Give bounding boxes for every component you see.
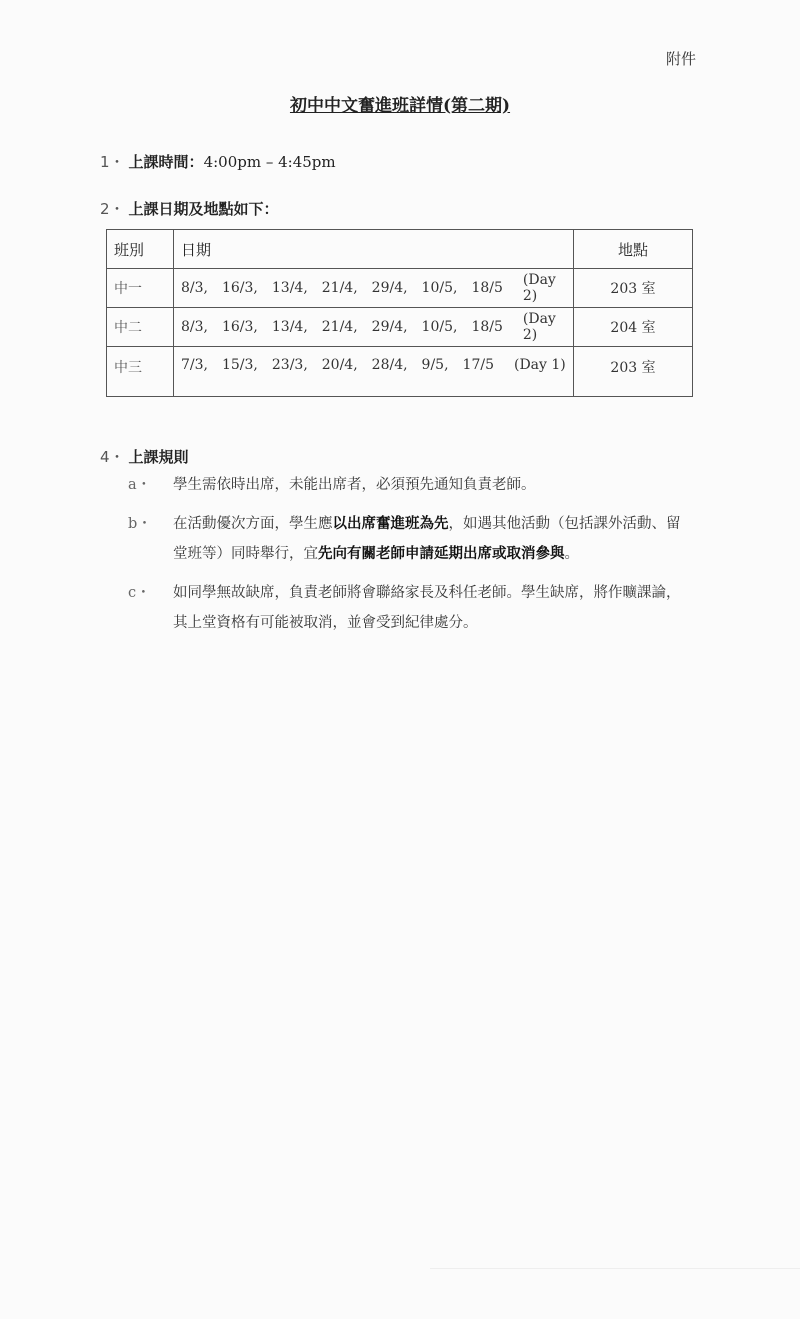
- rule-marker: a・: [128, 477, 152, 493]
- rule-text: 學生需依時出席，未能出席者，必須預先通知負責老師。: [173, 477, 536, 493]
- rules-heading: [100, 446, 189, 467]
- table-row: [107, 269, 693, 308]
- date: 10/5,: [421, 319, 458, 335]
- date: 7/3,: [181, 357, 208, 373]
- row-dates: [174, 269, 574, 308]
- date: 18/5: [471, 319, 503, 335]
- row-class: [107, 347, 174, 397]
- table-header-row: [107, 230, 693, 269]
- rule-text-part: 在活動優次方面，學生應: [173, 516, 333, 532]
- row-location: 204 室: [574, 308, 693, 347]
- rule-text-part: ，如遇其他活動（包括課外活動、留堂班等）同時舉行，宜: [173, 516, 681, 562]
- table-row: [107, 308, 693, 347]
- row-dates: [174, 308, 574, 347]
- section-number: 2・: [100, 200, 125, 218]
- date: 21/4,: [321, 280, 358, 296]
- row-class: 中一: [107, 269, 174, 308]
- date: 17/5: [462, 357, 494, 373]
- date: 13/4,: [271, 319, 308, 335]
- rule-text: [173, 509, 693, 569]
- annex-label: 附件: [666, 50, 697, 68]
- document-title: 初中中文奮進班詳情(第二期): [289, 96, 511, 116]
- date: 29/4,: [371, 280, 408, 296]
- row-location: [574, 347, 693, 397]
- rule-text: 如同學無故缺席，負責老師將會聯絡家長及科任老師。學生缺席，將作曠課論，其上堂資格有可能被取消，並會受到紀律處分。: [173, 585, 681, 631]
- date: 9/5,: [421, 357, 449, 373]
- cycle-day: (Day 1): [513, 357, 566, 373]
- cycle-day: (Day 2): [522, 311, 556, 343]
- header-dates: 日期: [174, 230, 574, 269]
- rule-a: [128, 470, 693, 500]
- date: 8/3,: [181, 319, 208, 335]
- rule-text-part: 。: [564, 546, 579, 562]
- class-time-value: 4:00pm – 4:45pm: [203, 153, 336, 171]
- schedule-heading: [100, 198, 279, 219]
- cycle-day: (Day 2): [522, 272, 556, 304]
- rule-marker: c・: [128, 585, 151, 601]
- date: 10/5,: [421, 280, 458, 296]
- header-location: 地點: [574, 230, 693, 269]
- row-location: 203 室: [574, 269, 693, 308]
- date: 18/5: [471, 280, 503, 296]
- table-row: [107, 347, 693, 397]
- date: 20/4,: [321, 357, 358, 373]
- date: 15/3,: [221, 357, 258, 373]
- date: 23/3,: [271, 357, 308, 373]
- rule-emphasis: 以出席奮進班為先: [332, 515, 449, 532]
- schedule-heading-label: 上課日期及地點如下：: [128, 200, 279, 218]
- date: 16/3,: [221, 280, 258, 296]
- header-class: 班別: [107, 230, 174, 269]
- rule-b: [128, 509, 693, 569]
- rule-c: [128, 578, 693, 638]
- row-location-text: 203 室: [610, 360, 656, 376]
- rule-emphasis: 先向有關老師申請延期出席或取消參與: [318, 545, 565, 562]
- section-number: 1・: [100, 153, 125, 171]
- date: 29/4,: [371, 319, 408, 335]
- scan-artifact-line: [430, 1268, 800, 1269]
- date: 28/4,: [371, 357, 408, 373]
- rule-marker: b・: [128, 516, 152, 532]
- date: 13/4,: [271, 280, 308, 296]
- schedule-table: [106, 229, 693, 397]
- row-class: 中二: [107, 308, 174, 347]
- row-dates: [174, 347, 574, 397]
- row-class-text: 中三: [114, 360, 142, 376]
- class-time-line: [100, 151, 336, 172]
- rules-heading-label: 上課規則: [128, 448, 189, 466]
- date: 8/3,: [181, 280, 208, 296]
- section-number: 4・: [100, 448, 125, 466]
- date: 16/3,: [221, 319, 258, 335]
- date: 21/4,: [321, 319, 358, 335]
- class-time-label: 上課時間：: [128, 153, 204, 171]
